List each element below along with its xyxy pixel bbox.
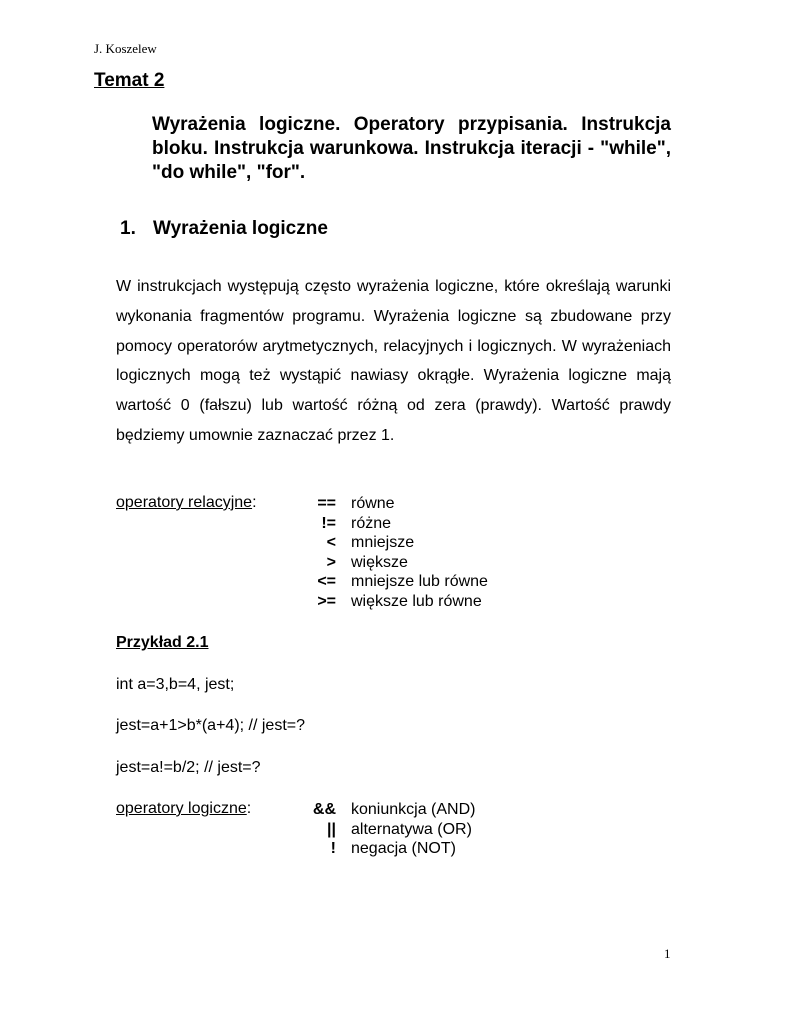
operator-description: alternatywa (OR) [351, 820, 472, 838]
code-line: int a=3,b=4, jest; [116, 676, 235, 693]
author-name: J. Koszelew [94, 41, 157, 56]
operator-row [300, 533, 488, 553]
operator-description: negacja (NOT) [351, 840, 456, 857]
logical-label-text: operatory logiczne [116, 800, 247, 817]
section-title: Wyrażenia logiczne [153, 218, 328, 239]
operator-symbol: < [326, 534, 336, 551]
logical-operators-label [116, 800, 251, 818]
page-number: 1 [664, 946, 671, 961]
operator-description: mniejsze lub równe [351, 573, 488, 590]
intro-paragraph: W instrukcjach występują często wyrażenia logiczne, które określają warunki wykonania fragmentów programu. Wyrażenia logiczne są zbudowane przy pomocy operatorów arytmetycznych, relacyjnych i logicznych. W wyrażeniach logicznych mogą też wystąpić nawiasy okrągłe. Wyrażenia logiczne mają wartość 0 (fałszu) lub wartość różną od zera (prawdy). Wartość prawdy będziemy umownie zaznaczać przez 1. [116, 278, 671, 444]
operator-description: większe lub równe [351, 592, 482, 610]
relational-operators-list [300, 494, 488, 611]
relational-operators-label [116, 494, 257, 512]
operator-row [300, 553, 488, 573]
operator-symbol: <= [317, 573, 336, 590]
operator-symbol: || [327, 820, 336, 838]
section-heading [120, 218, 328, 240]
operator-symbol: ! [330, 840, 336, 857]
section-number: 1. [120, 218, 136, 239]
logical-operators-list [300, 800, 475, 859]
logical-label-colon: : [246, 800, 252, 817]
operator-row [300, 572, 488, 592]
topic-subtitle: Wyrażenia logiczne. Operatory przypisania. Instrukcja bloku. Instrukcja warunkowa. Instrukcja iteracji - "while", "do while", "for". [152, 114, 671, 183]
operator-row [300, 494, 488, 514]
operator-row [300, 514, 488, 534]
operator-description: równe [351, 495, 395, 512]
operator-description: mniejsze [351, 534, 415, 551]
operator-row [300, 820, 475, 840]
example-heading: Przykład 2.1 [116, 634, 209, 651]
topic-heading: Temat 2 [94, 70, 165, 91]
operator-symbol: >= [317, 592, 336, 610]
operator-row [300, 800, 475, 820]
operator-symbol: && [312, 801, 336, 818]
operator-description: różne [351, 514, 392, 532]
operator-symbol: == [317, 495, 336, 512]
operator-symbol: != [321, 514, 336, 532]
operator-description: koniunkcja (AND) [351, 801, 476, 818]
code-line: jest=a+1>b*(a+4); // jest=? [116, 717, 306, 734]
operator-symbol: > [326, 553, 336, 571]
relational-label-text: operatory relacyjne [116, 494, 253, 511]
operator-row [300, 592, 488, 612]
operator-description: większe [351, 553, 408, 571]
code-line: jest=a!=b/2; // jest=? [116, 759, 261, 776]
operator-row [300, 839, 475, 859]
relational-label-colon: : [252, 494, 257, 511]
